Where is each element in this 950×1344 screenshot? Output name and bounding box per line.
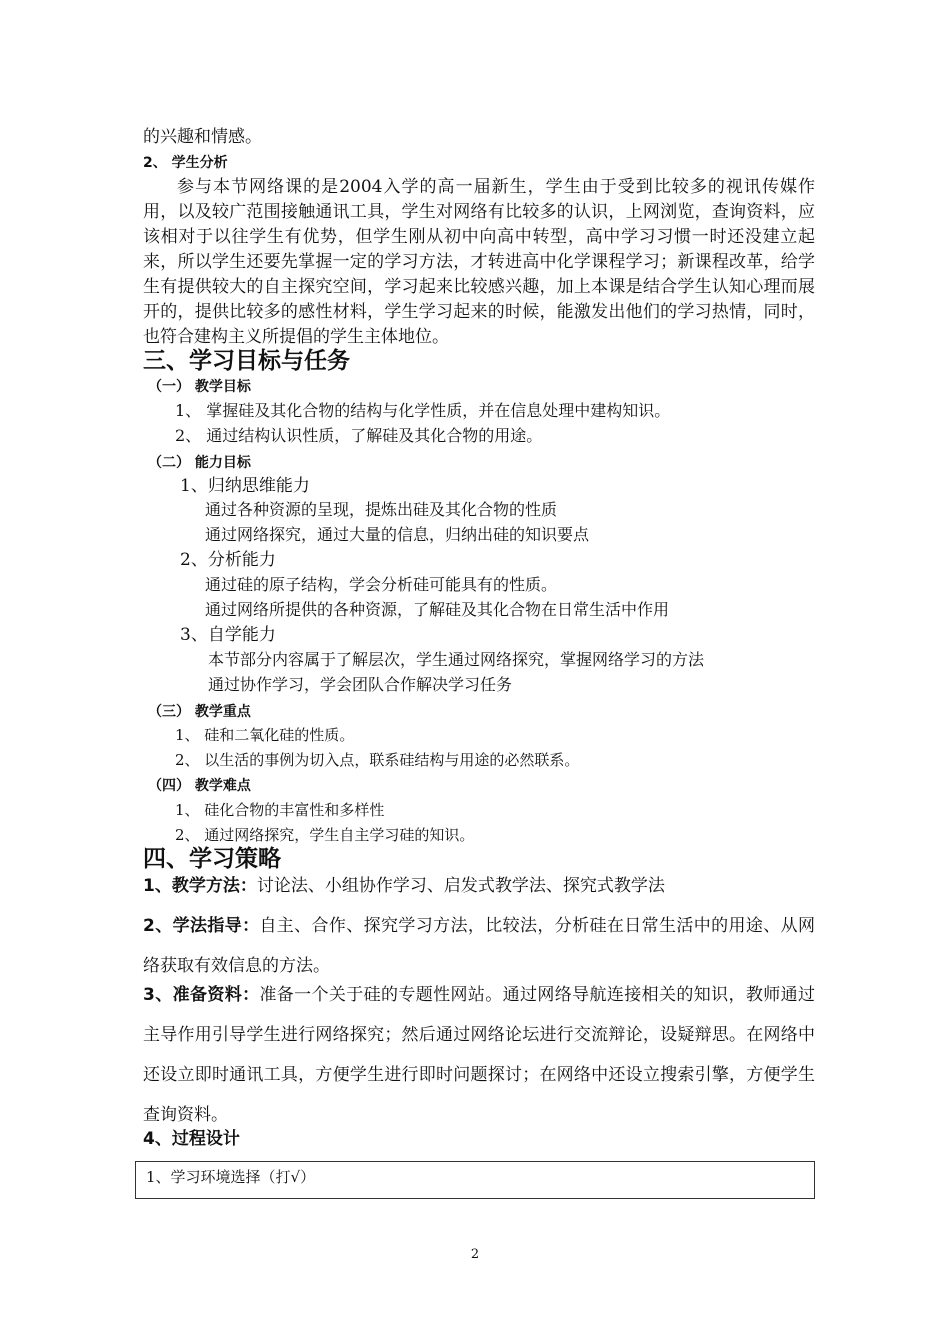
teaching-goals-heading: （一） 教学目标 [148,379,251,395]
prepared-materials [143,975,815,1135]
ability-line: 通过协作学习，学会团队合作解决学习任务 [208,675,513,694]
prepared-materials-text: 准备一个关于硅的专题性网站。通过网络导航连接相关的知识，教师通过主导作用引导学生进行网络探究；然后通过网络论坛进行交流辩论，设疑辩思。在网络中还设立即时通讯工具，方便学生进行即时问题探讨；在网络中还设立搜索引擎，方便学生查询资料。 [143,985,815,1125]
key-point-item: 2、 以生活的事例为切入点，联系硅结构与用途的必然联系。 [175,751,580,769]
study-guide-text: 自主、合作、探究学习方法，比较法，分析硅在日常生活中的用途、从网络获取有效信息的方法。 [143,916,815,976]
teaching-methods [143,866,665,906]
process-design-heading: 4、过程设计 [143,1129,240,1149]
ability-group-title: 1、归纳思维能力 [180,476,310,496]
teaching-goal-item: 1、 掌握硅及其化合物的结构与化学性质，并在信息处理中建构知识。 [175,401,671,420]
student-analysis-paragraph: 参与本节网络课的是2004入学的高一届新生，学生由于受到比较多的视讯传媒作用，以及较广范围接触通讯工具，学生对网络有比较多的认识，上网浏览，查询资料，应该相对于以往学生有优势，但学生刚从初中向高中转型，高中学习习惯一时还没建立起来，所以学生还要先掌握一定的学习方法，才转进高中化学课程学习；新课程改革，给学生有提供较大的自主探究空间，学习起来比较感兴趣，加上本课是结合学生认知心理而展开的，提供比较多的感性材料，学生学习起来的时候，能激发出他们的学习热情，同时，也符合建构主义所提倡的学生主体地位。 [143,177,815,347]
section4-title: 四、学习策略 [143,846,281,872]
key-points-heading: （三） 教学重点 [148,704,251,720]
section3-title: 三、学习目标与任务 [143,348,350,374]
teaching-methods-text: 讨论法、小组协作学习、启发式教学法、探究式教学法 [256,876,665,896]
environment-table-cell: 1、学习环境选择（打√） [146,1168,316,1186]
study-guide-label: 2、学法指导： [143,916,260,936]
intro-tail: 的兴趣和情感。 [143,127,262,147]
difficulty-item: 1、 硅化合物的丰富性和多样性 [175,801,385,819]
ability-group-title: 3、自学能力 [180,625,276,645]
environment-table [135,1161,815,1199]
ability-group-title: 2、分析能力 [180,550,276,570]
ability-line: 通过网络探究，通过大量的信息，归纳出硅的知识要点 [205,525,590,544]
ability-line: 通过各种资源的呈现，提炼出硅及其化合物的性质 [205,500,558,519]
prepared-materials-label: 3、准备资料： [143,985,260,1005]
study-guide [143,906,815,986]
student-analysis-heading: 2、 学生分析 [143,155,228,171]
teaching-goal-item: 2、 通过结构认识性质，了解硅及其化合物的用途。 [175,426,543,445]
page-number: 2 [470,1247,480,1262]
ability-line: 通过网络所提供的各种资源，了解硅及其化合物在日常生活中作用 [205,600,670,619]
ability-line: 通过硅的原子结构，学会分析硅可能具有的性质。 [205,575,558,594]
difficulties-heading: （四） 教学难点 [148,778,251,794]
difficulty-item: 2、 通过网络探究，学生自主学习硅的知识。 [175,826,475,844]
key-point-item: 1、 硅和二氧化硅的性质。 [175,726,355,744]
teaching-methods-label: 1、教学方法： [143,876,257,896]
ability-line: 本节部分内容属于了解层次，学生通过网络探究，掌握网络学习的方法 [208,650,705,669]
ability-goals-heading: （二） 能力目标 [148,455,251,471]
